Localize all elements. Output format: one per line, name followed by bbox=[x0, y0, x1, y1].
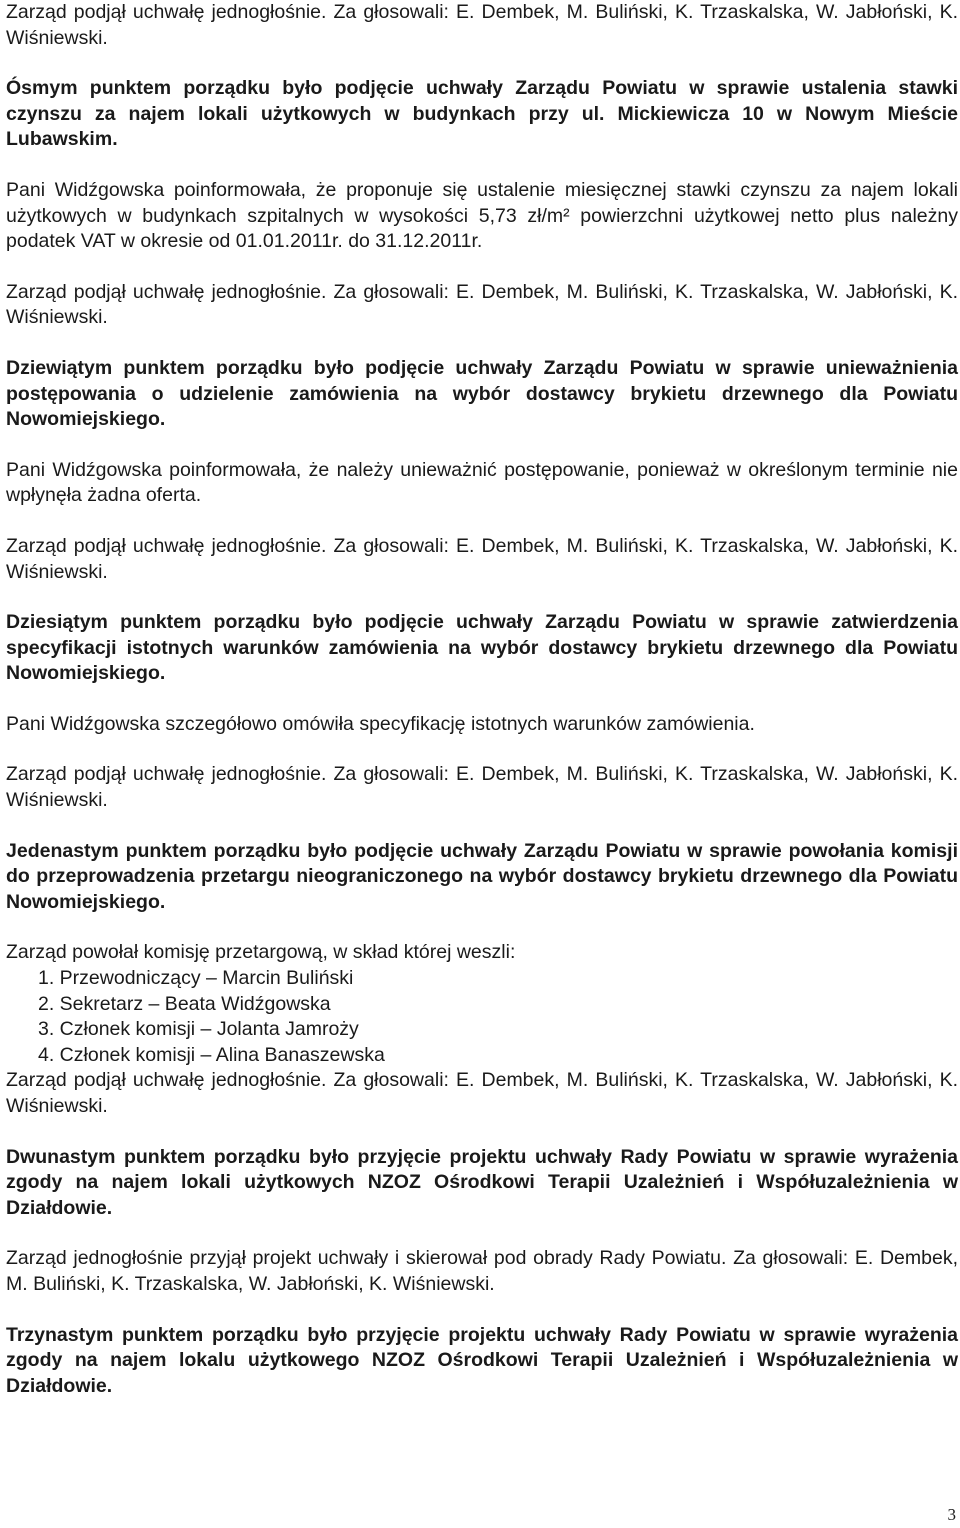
agenda-item-heading: Jedenastym punktem porządku było podjęcie uchwały Zarządu Powiatu w sprawie powołania komisji do przeprowadzenia przetargu nieograniczonego na wybór dostawcy brykietu drzewnego dla Powiatu Nowomiejskiego. bbox=[6, 839, 958, 913]
vote-paragraph: Zarząd podjął uchwałę jednogłośnie. Za głosowali: E. Dembek, M. Buliński, K. Trzaskalska, W. Jabłoński, K. Wiśniewski. bbox=[6, 763, 958, 812]
agenda-item-heading: Dziewiątym punktem porządku było podjęcie uchwały Zarządu Powiatu w sprawie unieważnienia postępowania o udzielenie zamówienia na wybór dostawcy brykietu drzewnego dla Powiatu Nowomiejskiego. bbox=[6, 356, 958, 431]
body-paragraph: Pani Widźgowska poinformowała, że należy unieważnić postępowanie, ponieważ w określonym terminie nie wpłynęła żadna oferta. bbox=[6, 458, 958, 507]
list-item: 3. Członek komisji – Jolanta Jamroży bbox=[38, 1018, 359, 1041]
body-paragraph: Zarząd jednogłośnie przyjął projekt uchwały i skierował pod obrady Rady Powiatu. Za głosowali: E. Dembek, M. Buliński, K. Trzaskalska, W. Jabłoński, K. Wiśniewski. bbox=[6, 1247, 958, 1295]
document-page bbox=[6, 0, 958, 1424]
body-paragraph: Pani Widźgowska szczegółowo omówiła specyfikację istotnych warunków zamówienia. bbox=[6, 712, 755, 735]
agenda-item-heading: Ósmym punktem porządku było podjęcie uchwały Zarządu Powiatu w sprawie ustalenia stawki czynszu za najem lokali użytkowych w budynkach przy ul. Mickiewicza 10 w Nowym Mieście Lubawskim. bbox=[6, 77, 958, 151]
vote-paragraph: Zarząd podjął uchwałę jednogłośnie. Za głosowali: E. Dembek, M. Buliński, K. Trzaskalska, W. Jabłoński, K. Wiśniewski. bbox=[6, 1, 958, 49]
agenda-item-heading: Dziesiątym punktem porządku było podjęcie uchwały Zarządu Powiatu w sprawie zatwierdzenia specyfikacji istotnych warunków zamówienia na wybór dostawcy brykietu drzewnego dla Powiatu Nowomiejskiego. bbox=[6, 611, 958, 685]
vote-paragraph: Zarząd podjął uchwałę jednogłośnie. Za głosowali: E. Dembek, M. Buliński, K. Trzaskalska, W. Jabłoński, K. Wiśniewski. bbox=[6, 280, 958, 329]
agenda-item-heading: Dwunastym punktem porządku było przyjęcie projektu uchwały Rady Powiatu w sprawie wyrażenia zgody na najem lokali użytkowych NZOZ Ośrodkowi Terapii Uzależnień i Współuzależnienia w Działdowie. bbox=[6, 1145, 958, 1219]
vote-paragraph: Zarząd podjął uchwałę jednogłośnie. Za głosowali: E. Dembek, M. Buliński, K. Trzaskalska, W. Jabłoński, K. Wiśniewski. bbox=[6, 534, 958, 583]
body-paragraph: Pani Widźgowska poinformowała, że proponuje się ustalenie miesięcznej stawki czynszu za najem lokali użytkowych w budynkach szpitalnych w wysokości 5,73 zł/m² powierzchni użytkowej netto plus należny podatek VAT w okresie od 01.01.2011r. do 31.12.2011r. bbox=[6, 178, 958, 253]
agenda-item-heading: Trzynastym punktem porządku było przyjęcie projektu uchwały Rady Powiatu w sprawie wyrażenia zgody na najem lokalu użytkowego NZOZ Ośrodkowi Terapii Uzależnień i Współuzależnienia w Działdowie. bbox=[6, 1323, 958, 1397]
body-paragraph: Zarząd powołał komisję przetargową, w skład której weszli: bbox=[6, 941, 516, 964]
committee-members-list bbox=[6, 966, 958, 1068]
list-item: 2. Sekretarz – Beata Widźgowska bbox=[38, 992, 331, 1015]
page-number: 3 bbox=[947, 1505, 956, 1524]
list-item: 4. Członek komisji – Alina Banaszewska bbox=[38, 1043, 385, 1066]
vote-paragraph: Zarząd podjął uchwałę jednogłośnie. Za głosowali: E. Dembek, M. Buliński, K. Trzaskalska, W. Jabłoński, K. Wiśniewski. bbox=[6, 1069, 958, 1117]
list-item: 1. Przewodniczący – Marcin Buliński bbox=[38, 967, 354, 990]
